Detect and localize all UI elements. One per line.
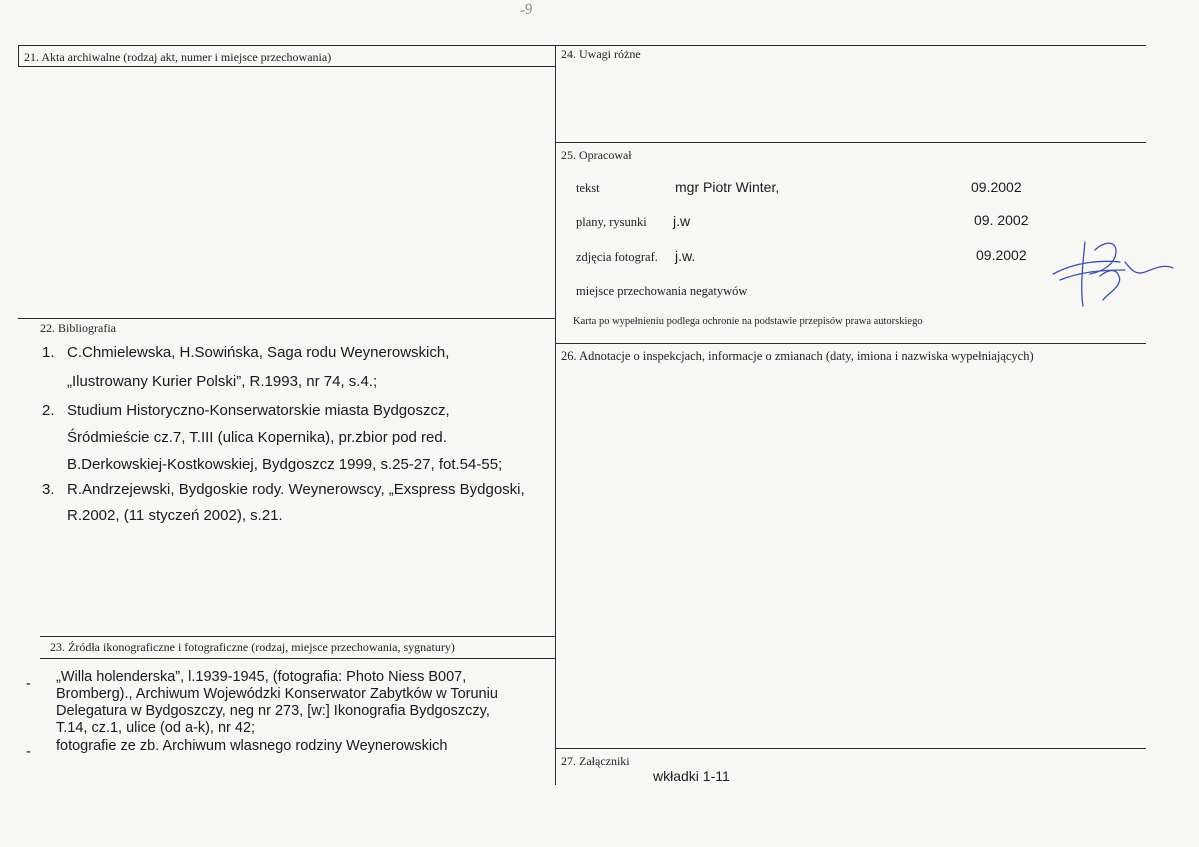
source-bullet: - <box>26 744 31 760</box>
s23-label-rule <box>40 658 555 659</box>
s25-row-label: tekst <box>576 181 600 195</box>
s21-s22-rule <box>18 318 555 319</box>
s22-s23-rule <box>40 636 555 637</box>
s21-label-rule <box>18 66 555 67</box>
bib-line: R.Andrzejewski, Bydgoskie rody. Weynerowscy, „Exspress Bydgoski, <box>67 481 525 498</box>
copyright-note: Karta po wypełnieniu podlega ochronie na podstawie przepisów prawa autorskiego <box>573 316 923 327</box>
s25-row-date: 09.2002 <box>971 179 1022 195</box>
bib-line: C.Chmielewska, H.Sowińska, Saga rodu Weynerowskich, <box>67 344 450 361</box>
bib-number: 3. <box>42 481 55 498</box>
center-divider <box>555 45 556 785</box>
s26-s27-rule <box>555 748 1146 749</box>
s25-row-date: 09. 2002 <box>974 212 1029 228</box>
bib-number: 1. <box>42 344 55 361</box>
negatives-label: miejsce przechowania negatywów <box>576 284 748 298</box>
s22-label: 22. Bibliografia <box>40 321 116 335</box>
bib-line: „Ilustrowany Kurier Polski”, R.1993, nr 74, s.4.; <box>67 373 378 390</box>
bib-line: R.2002, (11 styczeń 2002), s.21. <box>67 507 283 524</box>
s25-row-date: 09.2002 <box>976 247 1027 263</box>
s26-label: 26. Adnotacje o inspekcjach, informacje o zmianach (daty, imiona i nazwiska wypełniających) <box>561 349 1034 363</box>
left-border <box>18 45 19 67</box>
source-line: fotografie ze zb. Archiwum wlasnego rodziny Weynerowskich <box>56 738 448 754</box>
signature-mark <box>1045 232 1180 312</box>
source-line: T.14, cz.1, ulice (od a-k), nr 42; <box>56 720 256 736</box>
s25-row-name: mgr Piotr Winter, <box>675 179 780 195</box>
s27-label: 27. Załączniki <box>561 754 630 768</box>
s25-s26-rule <box>555 343 1146 344</box>
s25-row-name: j.w <box>673 213 691 229</box>
source-line: Bromberg)., Archiwum Wojewódzki Konserwator Zabytków w Toruniu <box>56 686 498 702</box>
s25-row-label: zdjęcia fotograf. <box>576 250 658 264</box>
source-line: Delegatura w Bydgoszczy, neg nr 273, [w:] Ikonografia Bydgoszczy, <box>56 703 490 719</box>
s23-label: 23. Źródła ikonograficzne i fotograficzne (rodzaj, miejsce przechowania, sygnatury) <box>50 640 455 654</box>
page-mark: -9 <box>518 1 534 19</box>
s24-label: 24. Uwagi różne <box>561 47 641 61</box>
source-line: „Willa holenderska”, l.1939-1945, (fotografia: Photo Niess B007, <box>56 669 467 685</box>
top-rule <box>18 45 1146 46</box>
bib-line: Śródmieście cz.7, T.III (ulica Kopernika), pr.zbior pod red. <box>67 429 447 446</box>
bib-number: 2. <box>42 402 55 419</box>
s21-label: 21. Akta archiwalne (rodzaj akt, numer i miejsce przechowania) <box>24 50 332 64</box>
source-bullet: - <box>26 676 31 692</box>
s25-row-name: j.w. <box>675 248 696 264</box>
s27-value: wkładki 1-11 <box>653 768 730 784</box>
bib-line: Studium Historyczno-Konserwatorskie miasta Bydgoszcz, <box>67 402 450 419</box>
s24-s25-rule <box>555 142 1146 143</box>
bib-line: B.Derkowskiej-Kostkowskiej, Bydgoszcz 1999, s.25-27, fot.54-55; <box>67 456 503 473</box>
s25-label: 25. Opracował <box>561 148 632 162</box>
s25-row-label: plany, rysunki <box>576 215 647 229</box>
